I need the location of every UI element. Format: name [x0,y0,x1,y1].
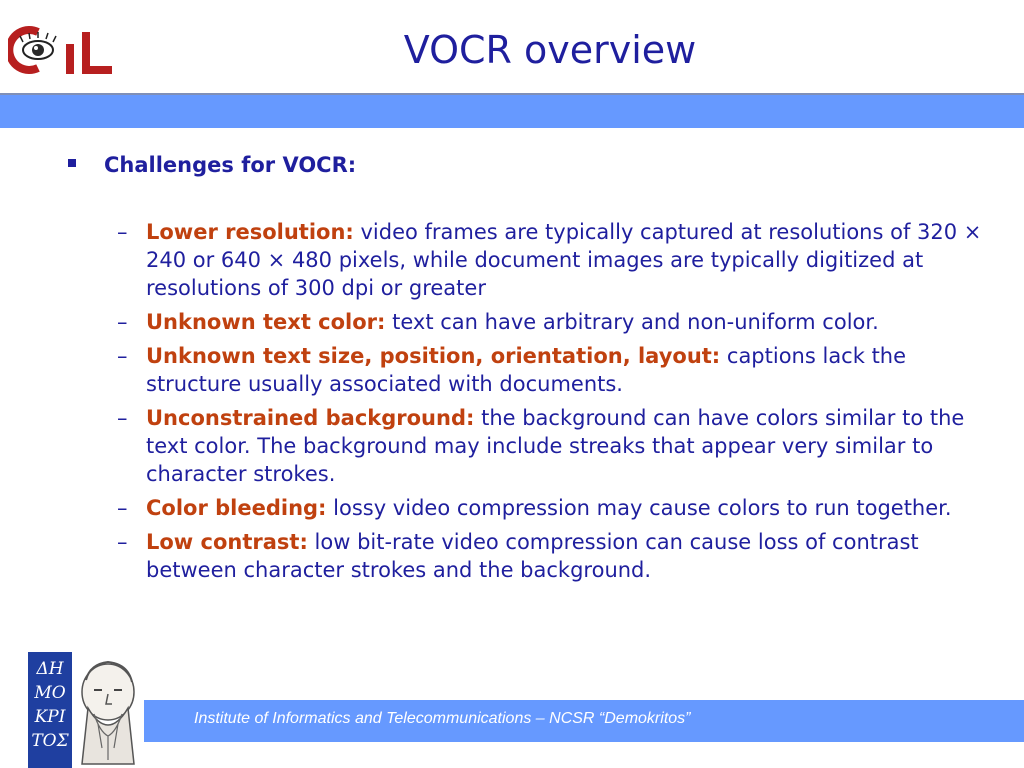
svg-text:ΜΟ: ΜΟ [34,683,66,703]
dash-bullet-icon: – [117,220,128,244]
main-bullet [62,150,992,180]
header-band [0,95,1024,128]
svg-text:ΤΟΣ: ΤΟΣ [31,731,69,751]
challenge-term: Color bleeding: [146,496,327,520]
challenge-description: lossy video compression may cause colors to run together. [326,496,952,520]
challenge-term: Unknown text color: [146,310,386,334]
list-item [117,494,992,522]
list-item [117,308,992,336]
challenge-list [62,218,992,584]
square-bullet-icon [68,159,76,167]
main-bullet-label: Challenges for VOCR: [104,153,357,177]
slide-title: VOCR overview [403,28,697,72]
challenge-description: captions lack the structure usually associated with documents. [146,344,907,396]
challenge-term: Low contrast: [146,530,308,554]
dash-bullet-icon: – [117,310,128,334]
challenge-description: the background can have colors similar to the text color. The background may include streaks that appear very similar to character strokes. [146,406,965,486]
dash-bullet-icon: – [117,344,128,368]
list-item [117,404,992,488]
challenge-description: video frames are typically captured at resolutions of 320 × 240 or 640 × 480 pixels, while document images are typically digitized at resolutions of 300 dpi or greater [146,220,982,300]
svg-text:ΚΡΙ: ΚΡΙ [34,707,66,727]
footer-strip [0,742,1024,768]
svg-text:ΔΗ: ΔΗ [36,659,64,679]
list-item [117,528,992,584]
challenge-description: text can have arbitrary and non-uniform color. [385,310,879,334]
challenge-term: Unconstrained background: [146,406,475,430]
footer-text: Institute of Informatics and Telecommunications – NCSR “Demokritos” [194,710,691,727]
challenge-term: Unknown text size, position, orientation, layout: [146,344,721,368]
challenge-description: low bit-rate video compression can cause loss of contrast between character strokes and the background. [146,530,919,582]
dash-bullet-icon: – [117,530,128,554]
challenge-term: Lower resolution: [146,220,354,244]
list-item [117,218,992,302]
demokritos-logo [28,652,144,768]
dash-bullet-icon: – [117,406,128,430]
dash-bullet-icon: – [117,496,128,520]
slide-content [62,150,992,590]
list-item [117,342,992,398]
